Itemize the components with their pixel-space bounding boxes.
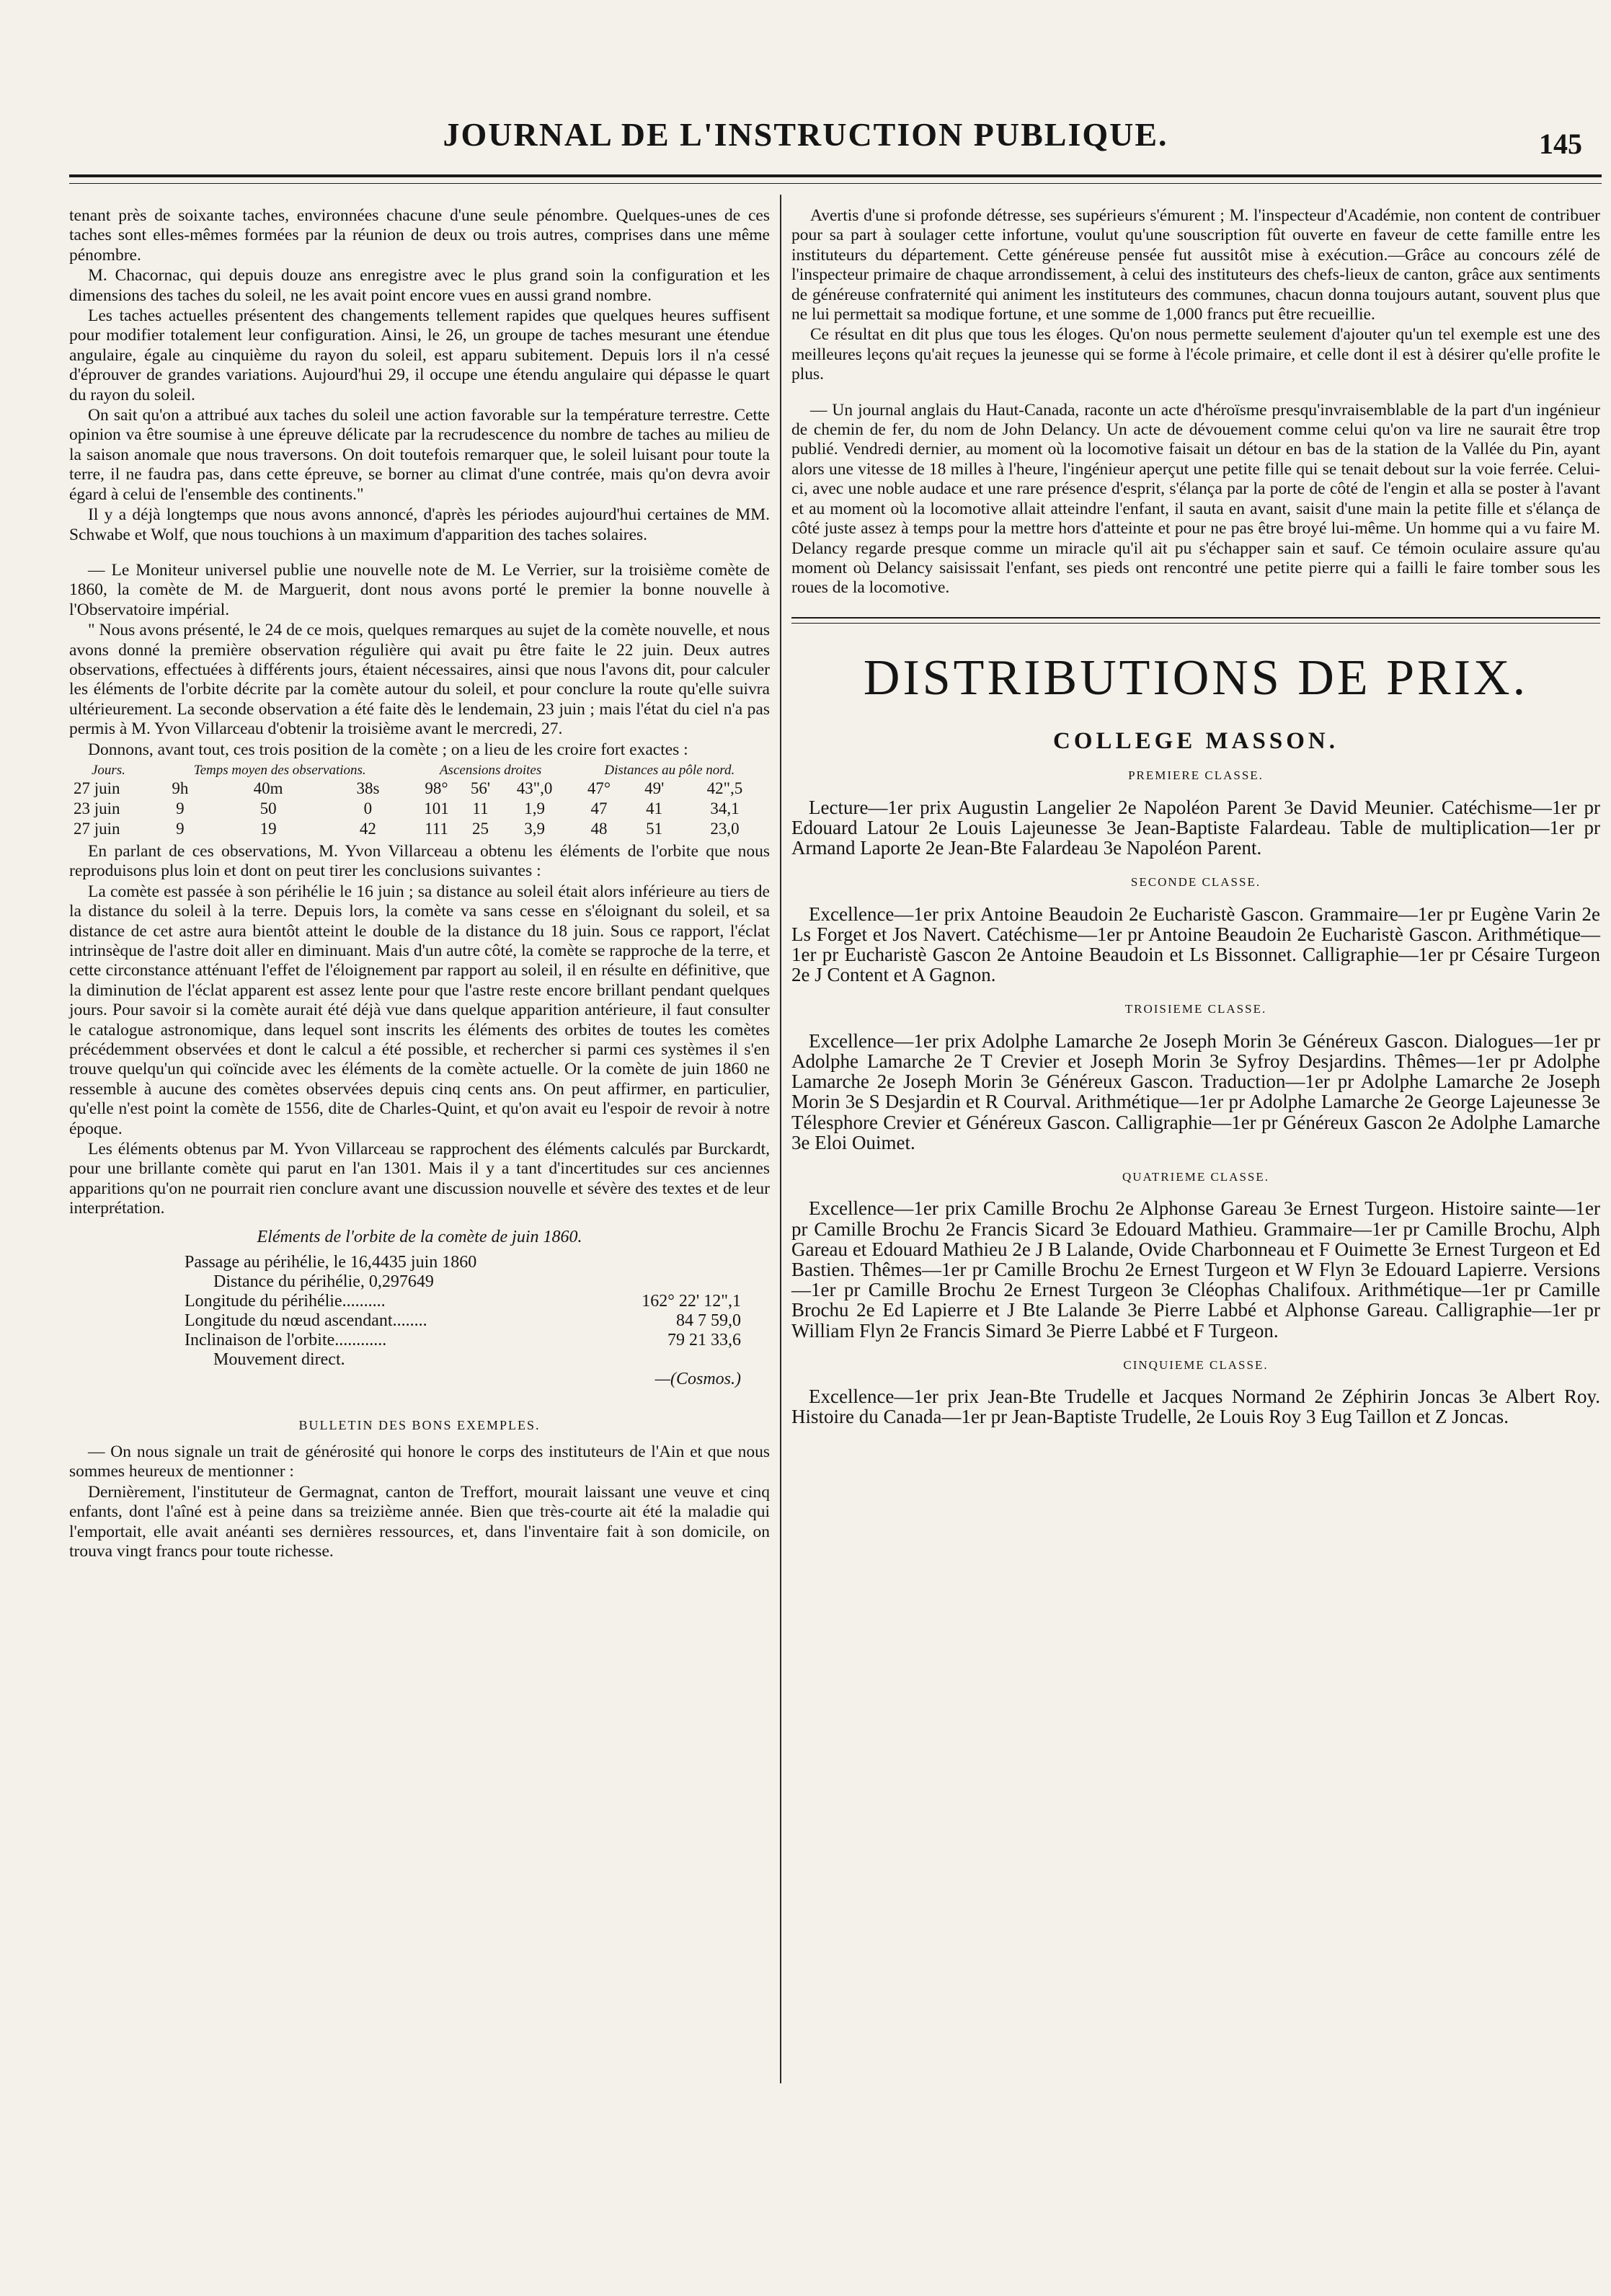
spacer (791, 385, 1600, 401)
spacer (69, 1390, 770, 1406)
orbit-title: Eléments de l'orbite de la comète de juin 1860. (257, 1227, 582, 1246)
class-prizes: Lecture—1er prix Augustin Langelier 2e Napoléon Parent 3e David Meunier. Catéchisme—1er pr Edouard Latour 2e Louis Lajeunesse 3e Jean-Baptiste Falardeau. Table de multiplication—1er pr Armand Laporte 2e Jean-Bte Falardeau 3e Napoléon Parent. (791, 796, 1600, 859)
orbit-line (69, 1350, 770, 1370)
table-row (69, 819, 770, 839)
table-cell: 47° (587, 779, 611, 797)
orbit-label: Mouvement direct. (213, 1350, 345, 1370)
orbit-line (69, 1253, 770, 1272)
header-rule-thick (69, 174, 1602, 177)
orbit-label: Inclinaison de l'orbite............ (185, 1331, 387, 1350)
table-cell: 101 (424, 799, 449, 817)
orbit-value: 79 21 33,6 (667, 1331, 741, 1350)
class-prizes: Excellence—1er prix Adolphe Lamarche 2e Joseph Morin 3e Généreux Gascon. Dialogues—1er pr Adolphe Lamarche 2e T Crevier et Joseph Morin 3e Syfroy Desjardins. Thêmes—1er pr Adolphe Lamarche 2e Joseph Morin 3e Généreux Gascon. Traduction—1er pr Adolphe Lamarche 2e Joseph Morin 3e S Desjardin et R Courval. Arithmétique—1er pr Adolphe Lamarche 2e George Lajeunesse 3e Télesphore Crevier et Généreux Gascon. Calligraphie—1er pr Généreux Gascon 2e Adolphe Lamarche 3e Eloi Ouimet. (791, 1029, 1600, 1153)
comet-para-4: En parlant de ces observations, M. Yvon Villarceau a obtenu les éléments de l'orbite que nous reproduisons plus loin et dont on peut tirer les conclusions suivantes : (69, 841, 770, 881)
table-cell: 9h (172, 779, 189, 797)
table-cell: 56' (470, 779, 491, 797)
left-column (69, 206, 770, 1561)
table-cell: 111 (425, 819, 448, 838)
orbit-value (741, 1253, 770, 1272)
bulletin-para-1: — On nous signale un trait de générosité qui honore le corps des instituteurs de l'Ain et que nous sommes heureux de mentionner : (69, 1442, 770, 1481)
right-column (791, 206, 1600, 1427)
orbit-value: 84 7 59,0 (676, 1311, 741, 1331)
table-cell: 9 (176, 819, 185, 838)
table-cell: 9 (176, 799, 185, 817)
orbit-line (69, 1331, 770, 1350)
spacer (69, 545, 770, 561)
obs-header-ascension: Ascensions droites (439, 762, 542, 778)
running-head: JOURNAL DE L'INSTRUCTION PUBLIQUE. (443, 116, 1168, 153)
section-rule (791, 617, 1600, 619)
obs-header-time: Temps moyen des observations. (193, 762, 366, 778)
table-cell: 49' (644, 779, 665, 797)
table-cell: 11 (472, 799, 489, 817)
class-heading: SECONDE CLASSE. (1130, 875, 1261, 890)
left-para-4: On sait qu'on a attribué aux taches du soleil une action favorable sur la température terrestre. Cette opinion va être soumise à une épreuve délicate par la recrudescence du nombre de taches au milieu de la saison anomale que nous traversons. On doit toutefois remarquer que, le soleil luisant pour toute la terre, il ne faudra pas, dans cette épreuve, se borner au climat d'une contrée, mais qu'on devra avoir égard à celui de l'ensemble des continents." (69, 406, 770, 504)
table-cell: 23 juin (74, 799, 120, 817)
prizes-title: DISTRIBUTIONS DE PRIX. (863, 650, 1529, 706)
class-prizes: Excellence—1er prix Antoine Beaudoin 2e Eucharistè Gascon. Grammaire—1er pr Eugène Varin 2e Ls Forget et Jos Navert. Catéchisme—1er pr Antoine Beaudoin 2e Eucharistè Gascon. Arithmétique—1er pr Eucharistè Gascon 2e Antoine Beaudoin et Ls Bissonnet. Calligraphie—1er pr Césaire Turgeon 2e J Content et A Gagnon. (791, 903, 1600, 986)
college-heading: COLLEGE MASSON. (1053, 727, 1339, 754)
obs-header-days: Jours. (91, 762, 125, 778)
table-cell: 51 (646, 819, 663, 838)
table-cell: 1,9 (524, 799, 545, 817)
table-cell: 47 (590, 799, 608, 817)
table-cell: 0 (363, 799, 373, 817)
right-para-3: — Un journal anglais du Haut-Canada, raconte un acte d'héroïsme presqu'invraisemblable de la part d'un ingénieur de chemin de fer, du nom de John Delancy. Un acte de dévouement comme celui qu'on va lire ne saurait être trop publié. Vendredi dernier, au moment où la locomotive faisait un détour en bas de la station de la Vallée du Pin, ayant alors une vitesse de 18 milles à l'heure, l'ingénieur aperçut une petite fille qui se tenait debout sur la voie ferrée. Celui-ci, avec une noble audace et une rare présence d'esprit, s'élança par la porte de côté de l'engin et alla se poster à l'avant et au moment où la locomotive allait atteindre l'enfant, il sauta en avant, saisit d'une main la petite fille et s'élança de côté juste assez à temps pour la mettre hors d'atteinte et pour ne pas être broyé lui-même. Un homme qui a vu faire M. Delancy regarde presque comme un miracle qu'il ait pu s'échapper sain et sauf. Ce témoin oculaire assure qu'au moment où Delancy saisissait l'enfant, ses pieds ont rencontré une petite pierre qui a failli le faire tomber sous les roues de la locomotive. (791, 400, 1600, 598)
comet-para-1: — Le Moniteur universel publie une nouvelle note de M. Le Verrier, sur la troisième comète de 1860, la comète de M. de Marguerit, dont nous avons porté le premier la bonne nouvelle à l'Observatoire impérial. (69, 560, 770, 619)
class-heading: TROISIEME CLASSE. (1124, 1002, 1267, 1016)
class-heading: PREMIERE CLASSE. (1128, 768, 1264, 783)
right-para-2: Ce résultat en dit plus que tous les éloges. Qu'on nous permette seulement d'ajouter qu'un tel exemple est une des meilleures leçons qu'ait reçues la jeunesse qui se forme à l'école primaire, et celle dont il est à désirer qu'elle profite le plus. (791, 325, 1600, 384)
orbit-value: 162° 22' 12",1 (642, 1292, 741, 1311)
table-cell: 38s (356, 779, 380, 797)
left-para-3: Les taches actuelles présentent des changements tellement rapides que quelques heures suffisent pour modifier totalement leur configuration. Ainsi, le 26, un groupe de taches mesurant une étendue angulaire, égale au cinquième du rayon du soleil, est apparu subitement. Depuis lors il n'a cessé d'éprouver de grandes variations. Aujourd'hui 29, il occupe une étendu angulaire qui dépasse le quart du rayon du soleil. (69, 306, 770, 404)
table-cell: 25 (472, 819, 489, 838)
table-cell: 42",5 (706, 779, 743, 797)
table-cell: 40m (253, 779, 283, 797)
orbit-line (69, 1311, 770, 1331)
comet-para-6: Les éléments obtenus par M. Yvon Villarceau se rapprochent des éléments calculés par Burckardt, pour une brillante comète qui parut en l'an 1301. Mais il y a tant d'incertitudes sur ces anciennes apparitions qu'on ne pourrait rien conclure avant une discussion nouvelle et sévère des textes et de leur interprétation. (69, 1140, 770, 1218)
class-prizes: Excellence—1er prix Camille Brochu 2e Alphonse Gareau 3e Ernest Turgeon. Histoire sainte—1er pr Camille Brochu 2e Francis Sicard 3e Edouard Mathieu. Grammaire—1er pr Camille Brochu, Alph Gareau et Edouard Mathieu 2e J B Lalande, Ovide Charbonneau et F Ouimette 3e Ernest Turgeon et Ed Bastien. Thêmes—1er pr Camille Brochu 2e Ernest Turgeon et W Flyn 3e Edouard Lapierre. Versions—1er pr Camille Brochu 2e Ernest Turgeon 3e Cléophas Chalifoux. Arithmétique—1er pr Camille Brochu 2e Ed Lapierre et J Bte Lalande 3e Pierre Labbé et Alphonse Gareau. Calligraphie—1er pr William Flyn 2e Francis Simard 3e Pierre Labbé et F Turgeon. (791, 1197, 1600, 1342)
orbit-label: Longitude du nœud ascendant........ (185, 1311, 427, 1331)
column-divider (780, 195, 781, 2083)
table-row (69, 779, 770, 799)
table-cell: 42 (359, 819, 376, 838)
right-para-1: Avertis d'une si profonde détresse, ses supérieurs s'émurent ; M. l'inspecteur d'Académie, non content de contribuer pour sa part à soulager cette infortune, voulut qu'une souscription fût ouverte en faveur de cette famille entre les instituteurs du département. Cette généreuse pensée fut aussitôt mise à exécution.—Grâce au concours zélé de l'inspecteur primaire de chaque arrondissement, à celui des instituteurs des chefs-lieux de canton, grâce aux sentiments de généreuse confraternité qui animent les instituteurs des communes, chacun donna toujours autant, souvent plus que ne lui permettait sa modique fortune, et une somme de 1,000 francs put être recueillie. (791, 206, 1600, 324)
orbit-label: Longitude du périhélie.......... (185, 1292, 386, 1311)
table-cell: 34,1 (710, 799, 740, 817)
observations-header-row (69, 763, 770, 779)
bulletin-heading: BULLETIN DES BONS EXEMPLES. (298, 1417, 541, 1432)
class-prizes: Excellence—1er prix Jean-Bte Trudelle et Jacques Normand 2e Zéphirin Joncas 3e Albert Roy. Histoire du Canada—1er pr Jean-Baptiste Trudelle, 2e Louis Roy 3 Eug Taillon et Z Joncas. (791, 1386, 1600, 1428)
table-cell: 23,0 (710, 819, 740, 838)
orbit-value (741, 1350, 770, 1370)
orbit-label: Distance du périhélie, 0,297649 (213, 1272, 434, 1292)
table-cell: 27 juin (74, 779, 120, 797)
table-cell: 41 (646, 799, 663, 817)
comet-para-5: La comète est passée à son périhélie le 16 juin ; sa distance au soleil était alors inférieure au tiers de la distance du soleil à la terre. Depuis lors, la comète va sans cesse en s'éloignant du soleil, et sa distance de cet astre aura bientôt atteint le double de la distance du 18 juin. Sous ce rapport, l'éclat intrinsèque de l'astre doit aller en diminuant. Mais d'un autre côté, la comète se rapproche de la terre, et cette circonstance atténuant l'effet de l'éloignement par rapport au soleil, il en résulte en définitive, que la diminution de l'éclat apparent est assez lente pour que l'astre reste encore brillant pendant quelques jours. Pour savoir si la comète aurait été déjà vue dans quelque apparition antérieure, il faut consulter le catalogue astronomique, dans lequel sont inscrits les éléments des orbites de toutes les comètes précédemment observées et dont le calcul a été possible, et rechercher si parmi ces systèmes il s'en trouve quelqu'un qui coïncide avec les éléments de la comète actuelle. Or la comète de juin 1860 ne ressemble à aucune des comètes observées depuis cinq cents ans. On peut affirmer, en particulier, qu'elle n'est point la comète de 1556, dite de Charles-Quint, et qu'on avait eu l'espoir de revoir à notre époque. (69, 882, 770, 1138)
table-cell: 3,9 (524, 819, 545, 838)
left-para-1: tenant près de soixante taches, environnées chacune d'une seule pénombre. Quelques-unes de ces taches sont elles-mêmes formées par la réunion de deux ou trois autres, comprises dans une même pénombre. (69, 206, 770, 265)
table-cell: 43",0 (516, 779, 553, 797)
table-row (69, 799, 770, 819)
section-rule (791, 623, 1600, 624)
header-rule-thin (69, 183, 1602, 184)
left-para-5: Il y a déjà longtemps que nous avons annoncé, d'après les périodes aujourd'hui certaines de MM. Schwabe et Wolf, que nous touchions à un maximum d'apparition des taches solaires. (69, 505, 770, 544)
orbit-line (69, 1272, 770, 1292)
orbit-source: —(Cosmos.) (654, 1370, 741, 1389)
comet-para-2: " Nous avons présenté, le 24 de ce mois, quelques remarques au sujet de la comète nouvelle, et nous avons donné la première observation régulière qui avait pu être faite le 22 juin. Deux autres observations, effectuées à différents jours, étaient nécessaires, ainsi que nous l'avons dit, pour calculer les éléments de l'orbite décrite par la comète autour du soleil, et pour conclure la route qu'elle suivra ultérieurement. La seconde observation a été faite dès le lendemain, 23 juin ; mais l'état du ciel n'a pas permis à M. Yvon Villarceau d'obtenir la troisième avant le mercredi, 27. (69, 621, 770, 739)
left-para-2: M. Chacornac, qui depuis douze ans enregistre avec le plus grand soin la configuration et les dimensions des taches du soleil, ne les avait point encore vues en aussi grand nombre. (69, 266, 770, 305)
table-cell: 48 (590, 819, 608, 838)
class-heading: QUATRIEME CLASSE. (1122, 1169, 1269, 1184)
observations-table (69, 763, 770, 839)
obs-header-distance: Distances au pôle nord. (604, 762, 735, 778)
orbit-value (741, 1272, 770, 1292)
orbit-line (69, 1292, 770, 1311)
page-number: 145 (1539, 128, 1582, 160)
bulletin-para-2: Dernièrement, l'instituteur de Germagnat, canton de Treffort, mourait laissant une veuve et cinq enfants, dont l'aîné est à peine dans sa treizième année. Bien que très-courte ait été la maladie qui l'emportait, elle avait anéanti ses dernières ressources, et, dans l'inventaire fait à son domicile, on trouva vingt francs pour toute richesse. (69, 1482, 770, 1561)
table-cell: 27 juin (74, 819, 120, 838)
table-cell: 50 (259, 799, 277, 817)
table-cell: 19 (259, 819, 277, 838)
table-cell: 98° (425, 779, 448, 797)
orbit-label: Passage au périhélie, le 16,4435 juin 1860 (185, 1253, 477, 1272)
comet-para-3: Donnons, avant tout, ces trois position de la comète ; on a lieu de les croire fort exactes : (88, 740, 688, 759)
class-heading: CINQUIEME CLASSE. (1123, 1357, 1269, 1372)
